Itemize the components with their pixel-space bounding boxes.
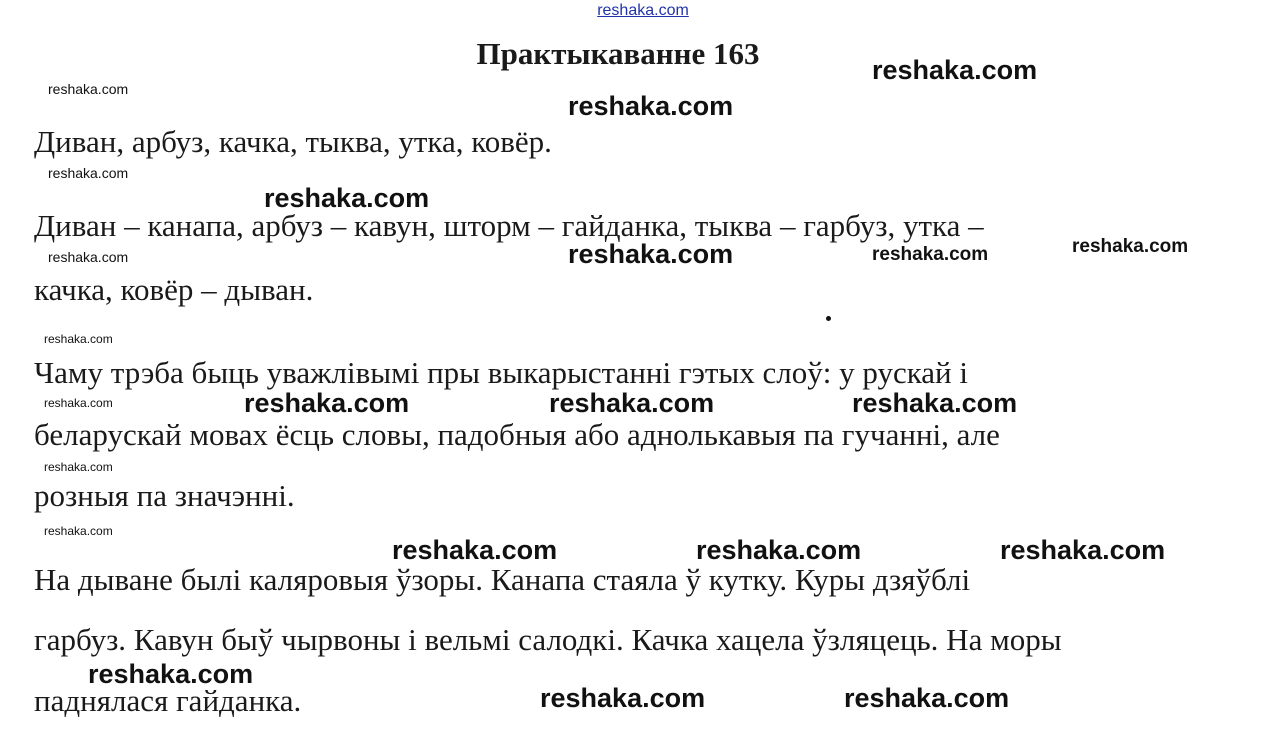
watermark: reshaka.com bbox=[852, 388, 1018, 418]
text-line-8: гарбуз. Кавун быў чырвоны і вельмі салодкі. Качка хацела ўзляцець. На моры bbox=[34, 622, 1062, 657]
watermark: reshaka.com bbox=[549, 388, 715, 418]
text-line-4: Чаму трэба быць уважлівымі пры выкарыстанні гэтых слоў: у рускай і bbox=[34, 355, 969, 390]
watermark: reshaka.com bbox=[872, 55, 1038, 85]
watermark: reshaka.com bbox=[44, 524, 113, 538]
watermark: reshaka.com bbox=[44, 396, 113, 410]
watermark: reshaka.com bbox=[44, 332, 113, 346]
watermark: reshaka.com bbox=[540, 683, 706, 713]
watermark: reshaka.com bbox=[264, 183, 430, 213]
text-line-6: розныя па значэнні. bbox=[34, 478, 295, 513]
watermark: reshaka.com bbox=[244, 388, 410, 418]
watermark: reshaka.com bbox=[568, 91, 734, 121]
text-line-3: качка, ковёр – дыван. bbox=[34, 272, 314, 307]
watermark: reshaka.com bbox=[568, 239, 734, 269]
site-link[interactable]: reshaka.com bbox=[597, 2, 689, 19]
watermark: reshaka.com bbox=[696, 535, 862, 565]
watermark: reshaka.com bbox=[392, 535, 558, 565]
text-line-2: Диван – канапа, арбуз – кавун, шторм – гайданка, тыква – гарбуз, утка – bbox=[34, 208, 984, 243]
watermark: reshaka.com bbox=[48, 165, 129, 181]
ink-dot bbox=[826, 316, 831, 321]
watermark: reshaka.com bbox=[1000, 535, 1166, 565]
text-line-1: Диван, арбуз, качка, тыква, утка, ковёр. bbox=[34, 124, 552, 159]
watermark: reshaka.com bbox=[844, 683, 1010, 713]
text-line-9: паднялася гайданка. bbox=[34, 683, 302, 718]
watermark: reshaka.com bbox=[1072, 236, 1189, 257]
watermark: reshaka.com bbox=[44, 460, 113, 474]
watermark: reshaka.com bbox=[48, 249, 129, 265]
text-line-7: На дыване былі каляровыя ўзоры. Канапа стаяла ў кутку. Куры дзяўблі bbox=[34, 562, 971, 597]
watermark: reshaka.com bbox=[48, 81, 129, 97]
text-line-5: беларускай мовах ёсць словы, падобныя або аднолькавыя па гучанні, але bbox=[34, 417, 1000, 452]
exercise-title: Практыкаванне 163 bbox=[476, 36, 760, 71]
watermark: reshaka.com bbox=[88, 659, 254, 689]
watermark: reshaka.com bbox=[872, 244, 989, 265]
